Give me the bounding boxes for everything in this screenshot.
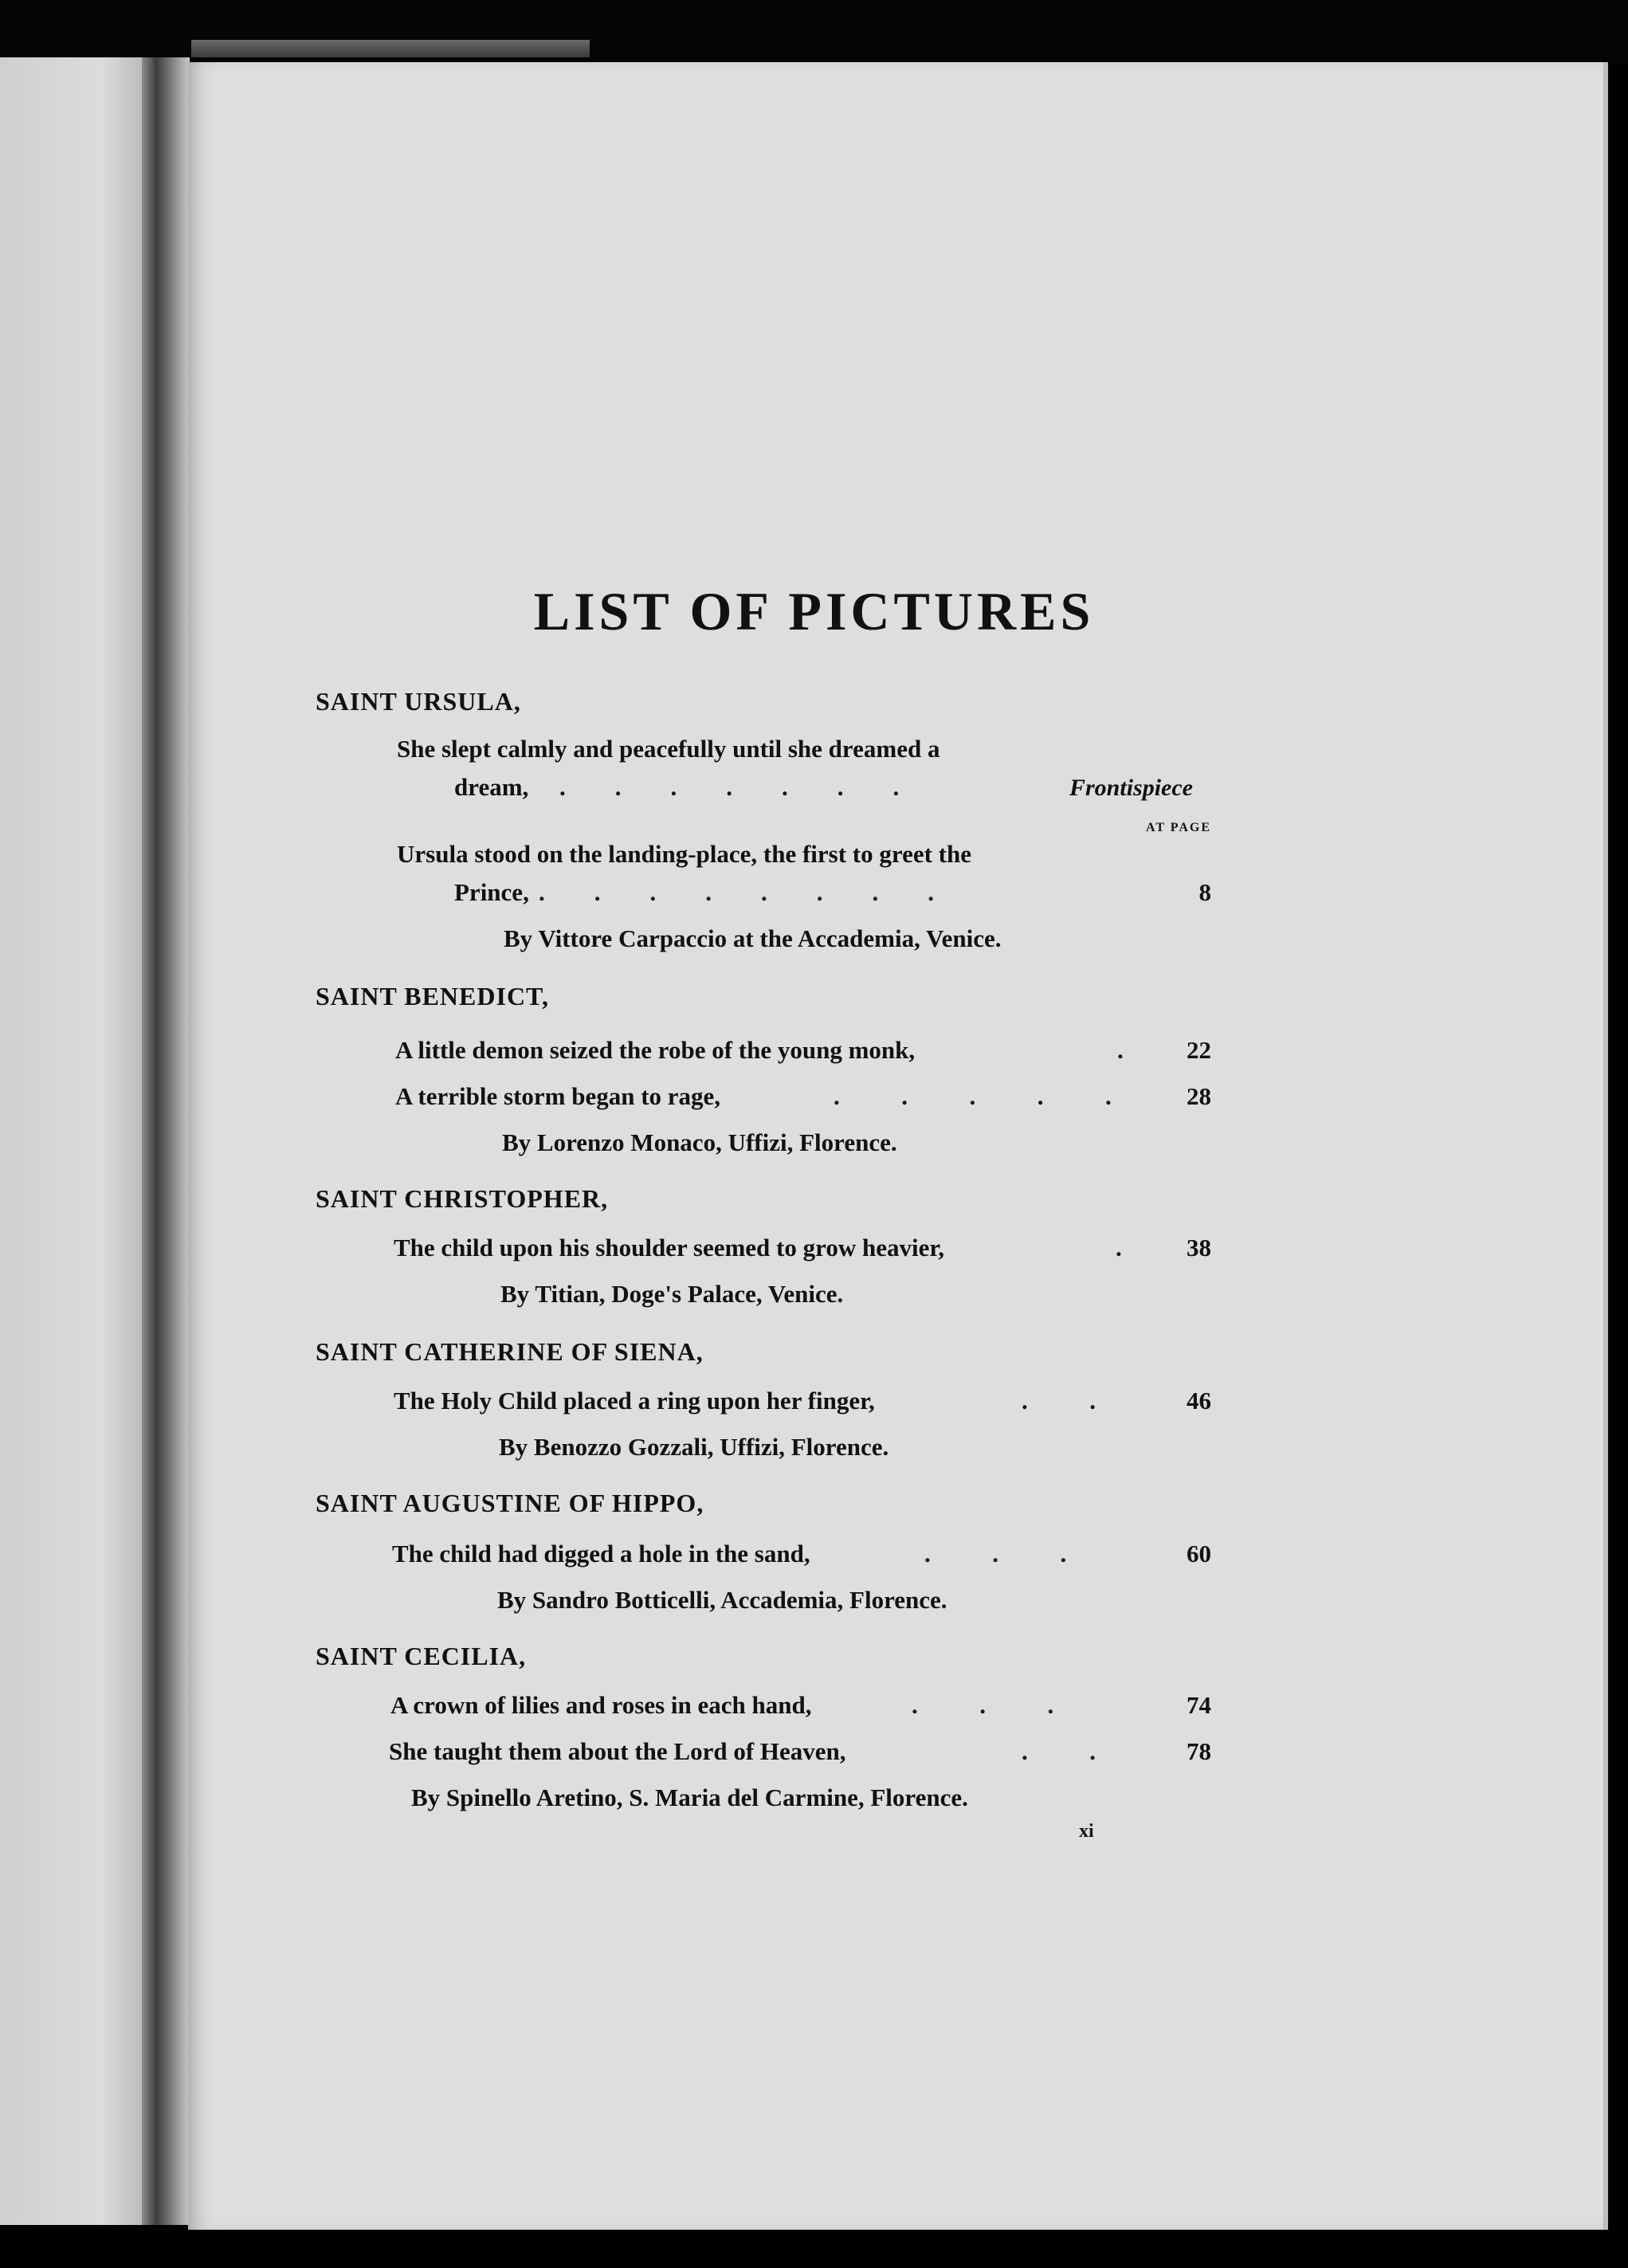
- at-page-label: AT PAGE: [1145, 821, 1211, 834]
- page-ref-frontispiece: Frontispiece: [1069, 775, 1193, 801]
- entry-augustine-1: The child had digged a hole in the sand,: [392, 1540, 810, 1568]
- entry-ursula-1-line2: dream,: [454, 773, 529, 801]
- section-heading-ursula: SAINT URSULA,: [316, 687, 521, 716]
- entry-cecilia-1: A crown of lilies and roses in each hand,: [390, 1691, 812, 1719]
- page-ref-60: 60: [1187, 1540, 1211, 1568]
- page-title: LIST OF PICTURES: [533, 581, 1095, 642]
- dot-leaders: .: [1117, 1036, 1124, 1064]
- dot-leaders: . . . . . . .: [559, 773, 900, 801]
- dot-leaders: . . .: [912, 1691, 1054, 1719]
- credit-catherine: By Benozzo Gozzali, Uffizi, Florence.: [499, 1433, 889, 1461]
- page-ref-8: 8: [1198, 878, 1211, 906]
- entry-cecilia-2: She taught them about the Lord of Heaven,: [389, 1737, 846, 1765]
- page-ref-22: 22: [1187, 1036, 1211, 1064]
- credit-cecilia: By Spinello Aretino, S. Maria del Carmine, Florence.: [411, 1783, 968, 1811]
- page-ref-28: 28: [1187, 1082, 1211, 1110]
- dot-leaders: . . . . .: [834, 1082, 1112, 1110]
- section-heading-cecilia: SAINT CECILIA,: [316, 1642, 527, 1670]
- credit-ursula: By Vittore Carpaccio at the Accademia, Venice.: [504, 924, 1002, 952]
- entry-benedict-2: A terrible storm began to rage,: [395, 1082, 721, 1110]
- page-ref-46: 46: [1187, 1387, 1211, 1415]
- page-ref-78: 78: [1187, 1737, 1211, 1765]
- section-heading-catherine: SAINT CATHERINE OF SIENA,: [316, 1337, 704, 1366]
- page-ref-38: 38: [1187, 1234, 1211, 1262]
- entry-benedict-1: A little demon seized the robe of the young monk,: [395, 1036, 916, 1064]
- page-ref-74: 74: [1187, 1691, 1211, 1719]
- entry-catherine-1: The Holy Child placed a ring upon her finger,: [394, 1387, 875, 1415]
- credit-christopher: By Titian, Doge's Palace, Venice.: [500, 1280, 844, 1308]
- dot-leaders: . .: [1022, 1737, 1096, 1765]
- entry-christopher-1: The child upon his shoulder seemed to grow heavier,: [394, 1234, 944, 1262]
- dot-leaders: . . .: [924, 1540, 1067, 1568]
- entry-ursula-2-line2: Prince,: [454, 878, 529, 906]
- section-heading-benedict: SAINT BENEDICT,: [316, 982, 550, 1010]
- dot-leaders: . . . . . . . .: [539, 878, 934, 906]
- credit-benedict: By Lorenzo Monaco, Uffizi, Florence.: [502, 1128, 897, 1156]
- entry-ursula-2-line1: Ursula stood on the landing-place, the first to greet the: [397, 840, 971, 868]
- dot-leaders: .: [1116, 1234, 1122, 1262]
- section-heading-christopher: SAINT CHRISTOPHER,: [316, 1184, 609, 1213]
- section-heading-augustine: SAINT AUGUSTINE OF HIPPO,: [316, 1489, 704, 1517]
- page-number-folio: xi: [1079, 1821, 1094, 1842]
- entry-ursula-1-line1: She slept calmly and peacefully until she dreamed a: [397, 735, 940, 763]
- dot-leaders: . .: [1022, 1387, 1096, 1415]
- credit-augustine: By Sandro Botticelli, Accademia, Florence.: [497, 1586, 947, 1614]
